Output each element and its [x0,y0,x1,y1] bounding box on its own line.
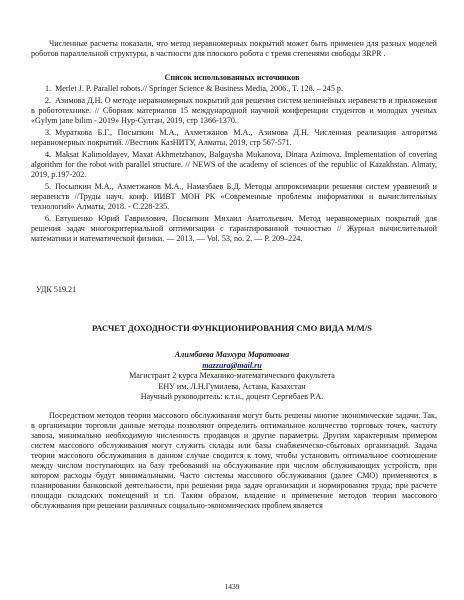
intro-paragraph: Численные расчеты показали, что метод неравномерных покрытий может быть применен для разных моделей роботов параллельной структуры, в частности для плоского робота с тремя степенями свободы 3RPR . [31,39,437,58]
body-paragraph: Посредством методов теории массового обслуживания могут быть решены многие экономические задачи. Так, в организации торговли данные методы позволяют определить оптимальное количество торговых точек, частоту завоза, минимально необходимую численность продавцов и другие параметры. Другим характерным примером систем массового обслуживания могут служить склады или базы снабженческо-сбытовых организаций. Задача теории массового обслуживания в данном случае сводится к тому, чтобы установить оптимальное соотношение между числом поступающих на базу требований на обслуживание при числом обслуживающих устройств, при котором расходы будут минимальными. Часто системы массового обслуживания (далее СМО) применяются в планировании банковской деятельности, при решении ряда задач организации и нормирования труда; при расчете площади складских помещений и т.п. Таким образом, владение и применение методов теории массового обслуживания при решении различных социально-экономических проблем является [31,411,437,510]
reference-number: 5. [45,182,52,191]
reference-number: 3. [45,128,52,137]
reference-item [31,214,437,244]
udk-code: УДК 519.21 [36,285,77,294]
page-number: 1439 [224,582,240,591]
reference-item [31,128,437,148]
references-list [31,84,437,246]
reference-number: 2. [45,96,52,105]
author-email-link[interactable]: mazzura@mail.ru [202,360,262,370]
reference-text: Merlet J. P. Parallel robots.// Springer Science & Business Media, 2006., T. 128. – 245 p. [55,84,343,93]
reference-number: 4. [45,150,52,159]
reference-text: Азимова Д.Н. О методе неравномерных покрытий для решения систем нелинейных неравенств и приложения в робототехнике. // Сборник материалов 15 международной научной конференции студентов и молодых ученых «Gylym jane bilim - 2019» Нур-Султан, 2019, стр 1366-1370. [31,96,437,125]
article-title: РАСЧЕТ ДОХОДНОСТИ ФУНКЦИОНИРОВАНИЯ СМО ВИДА M/M/S [92,323,372,333]
author-block [0,350,464,403]
affiliation-line-1: Магистрант 2 курса Механико-математического факультета [129,371,335,380]
reference-item [31,182,437,212]
reference-number: 1. [45,84,52,93]
reference-item [31,84,437,94]
reference-item [31,96,437,126]
reference-number: 6. [45,214,52,223]
affiliation-line-2: ЕНУ им. Л.Н.Гумилева, Астана, Казахстан [158,381,306,391]
reference-text: Maksat Kalimoldayev, Maxat Akhmetzhanov, Balgaysha Mukanova, Dinara Azimova. Implementation of covering algorithm for the robot with parallel structure. // NEWS of the academy of sciences of the republic of Kazakhstan. Almaty, 2019, p.197-202. [31,150,437,179]
supervisor-line: Научный руководитель: к.т.н., доцент Сергибаев Р.А. [140,392,324,401]
author-name: Алимбаева Мазхура Маратовна [174,350,290,359]
reference-text: Евтушенко Юрий Гаврилович, Посыпкин Михаил Анатольевич. Метод неравномерных покрытий для решения задач многокритериальной оптимизации с гарантированной точностью // Журнал вычислительной математики и математической физики. — 2013. — Vol. 53, no. 2. — P. 209–224. [31,214,437,243]
references-title: Список использованных источников [164,73,300,82]
reference-item [31,150,437,180]
reference-text: Мураткова Б.Г., Посыпкин М.А., Ахметжанов М.А., Азимова Д.Н. Численная реализация алгоритма неравномерных покрытий. //Вестник КазНИТУ, Алматы, 2019, стр 567-571. [31,128,437,147]
reference-text: Посыпкин М.А., Ахметжанов М.А., Намазбаев Б.Д. Методы аппроксимации решения систем уравнений и неравенств //Труды науч. конф. ИИВТ МОН РК «Современные проблемы информатики и вычислительных технологий» Алматы, 2018. - С.228-235. [31,182,437,211]
